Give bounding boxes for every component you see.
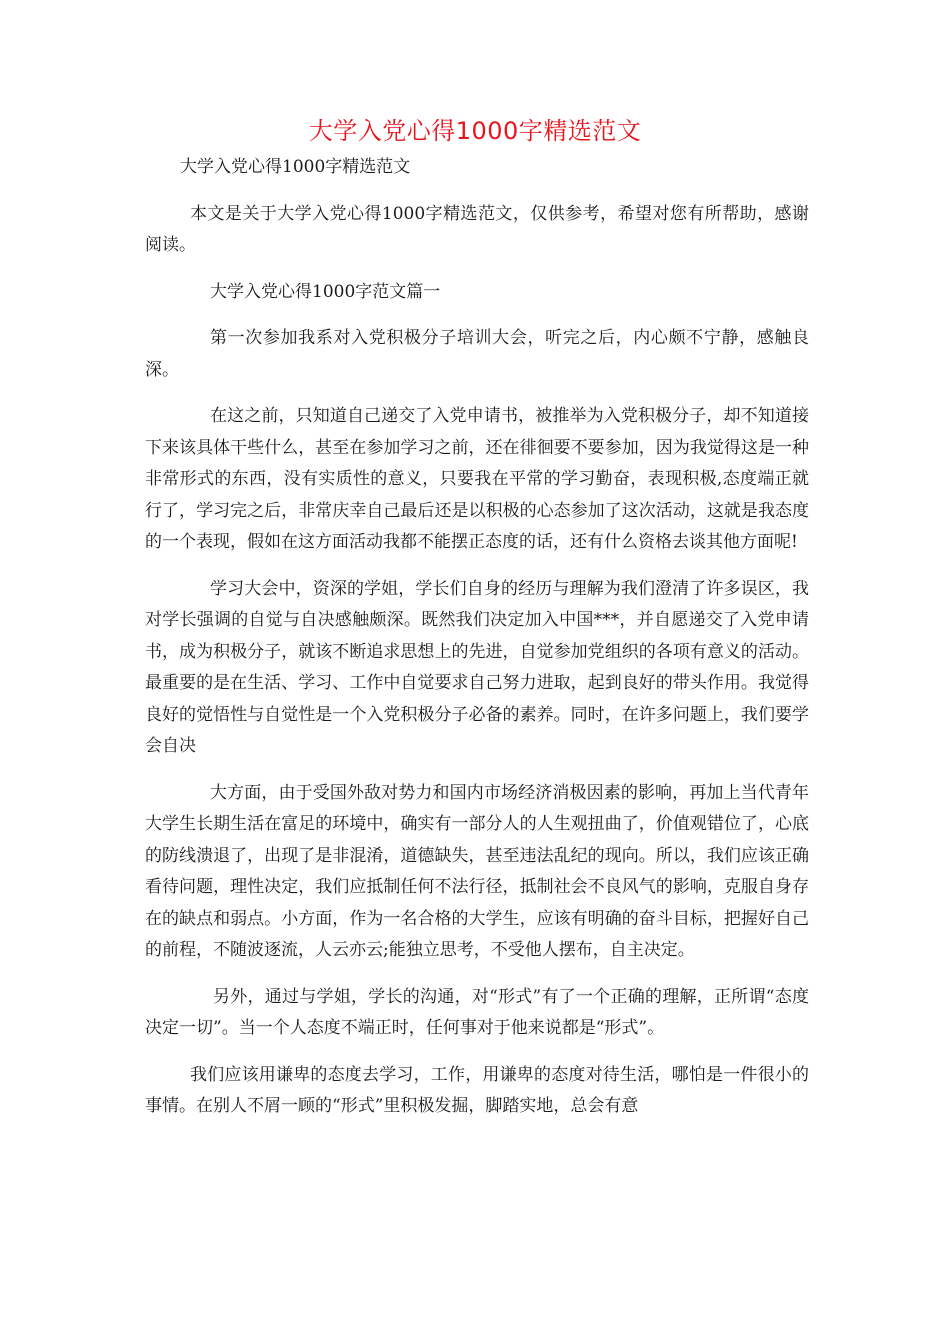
body-paragraph: 在这之前，只知道自己递交了入党申请书，被推举为入党积极分子，却不知道接下来该具体干些什么，甚至在参加学习之前，还在徘徊要不要参加，因为我觉得这是一种非常形式的东西，没有实质性的意义，只要我在平常的学习勤奋，表现积极,态度端正就行了，学习完之后，非常庆幸自己最后还是以积极的心态参加了这次活动，这就是我态度的一个表现，假如在这方面活动我都不能摆正态度的话，还有什么资格去谈其他方面呢! (145, 406, 809, 552)
document-title: 大学入党心得1000字精选范文 (308, 117, 642, 145)
intro-paragraph: 本文是关于大学入党心得1000字精选范文，仅供参考，希望对您有所帮助，感谢阅读。 (145, 203, 809, 255)
document-subtitle: 大学入党心得1000字精选范文 (180, 157, 411, 177)
body-paragraph: 大方面，由于受国外敌对势力和国内市场经济消极因素的影响，再加上当代青年大学生长期生活在富足的环境中，确实有一部分人的人生观扭曲了，价值观错位了，心底的防线溃退了，出现了是非混淆，道德缺失，甚至违法乱纪的现向。所以，我们应该正确看待问题，理性决定，我们应抵制任何不法行径，抵制社会不良风气的影响，克服自身存在的缺点和弱点。小方面，作为一名合格的大学生，应该有明确的奋斗目标，把握好自己的前程，不随波逐流，人云亦云;能独立思考，不受他人摆布，自主决定。 (145, 782, 809, 960)
body-paragraph: 我们应该用谦卑的态度去学习，工作，用谦卑的态度对待生活，哪怕是一件很小的事情。在别人不屑一顾的“形式”里积极发掘，脚踏实地，总会有意 (145, 1064, 809, 1116)
section-heading: 大学入党心得1000字范文篇一 (210, 281, 441, 302)
body-paragraph: 学习大会中，资深的学姐，学长们自身的经历与理解为我们澄清了许多误区，我对学长强调的自觉与自决感触颇深。既然我们决定加入中国***，并自愿递交了入党申请书，成为积极分子，就该不断追求思想上的先进，自觉参加党组织的各项有意义的活动。最重要的是在生活、学习、工作中自觉要求自己努力进取，起到良好的带头作用。我觉得良好的觉悟性与自觉性是一个入党积极分子必备的素养。同时，在许多问题上，我们要学会自决 (145, 578, 809, 756)
document-body (145, 152, 809, 1138)
body-paragraph: 第一次参加我系对入党积极分子培训大会，听完之后，内心颇不宁静，感触良深。 (145, 328, 809, 380)
body-paragraph: 另外，通过与学姐，学长的沟通，对“形式”有了一个正确的理解，正所谓“态度决定一切”。当一个人态度不端正时，任何事对于他来说都是“形式”。 (145, 986, 809, 1038)
